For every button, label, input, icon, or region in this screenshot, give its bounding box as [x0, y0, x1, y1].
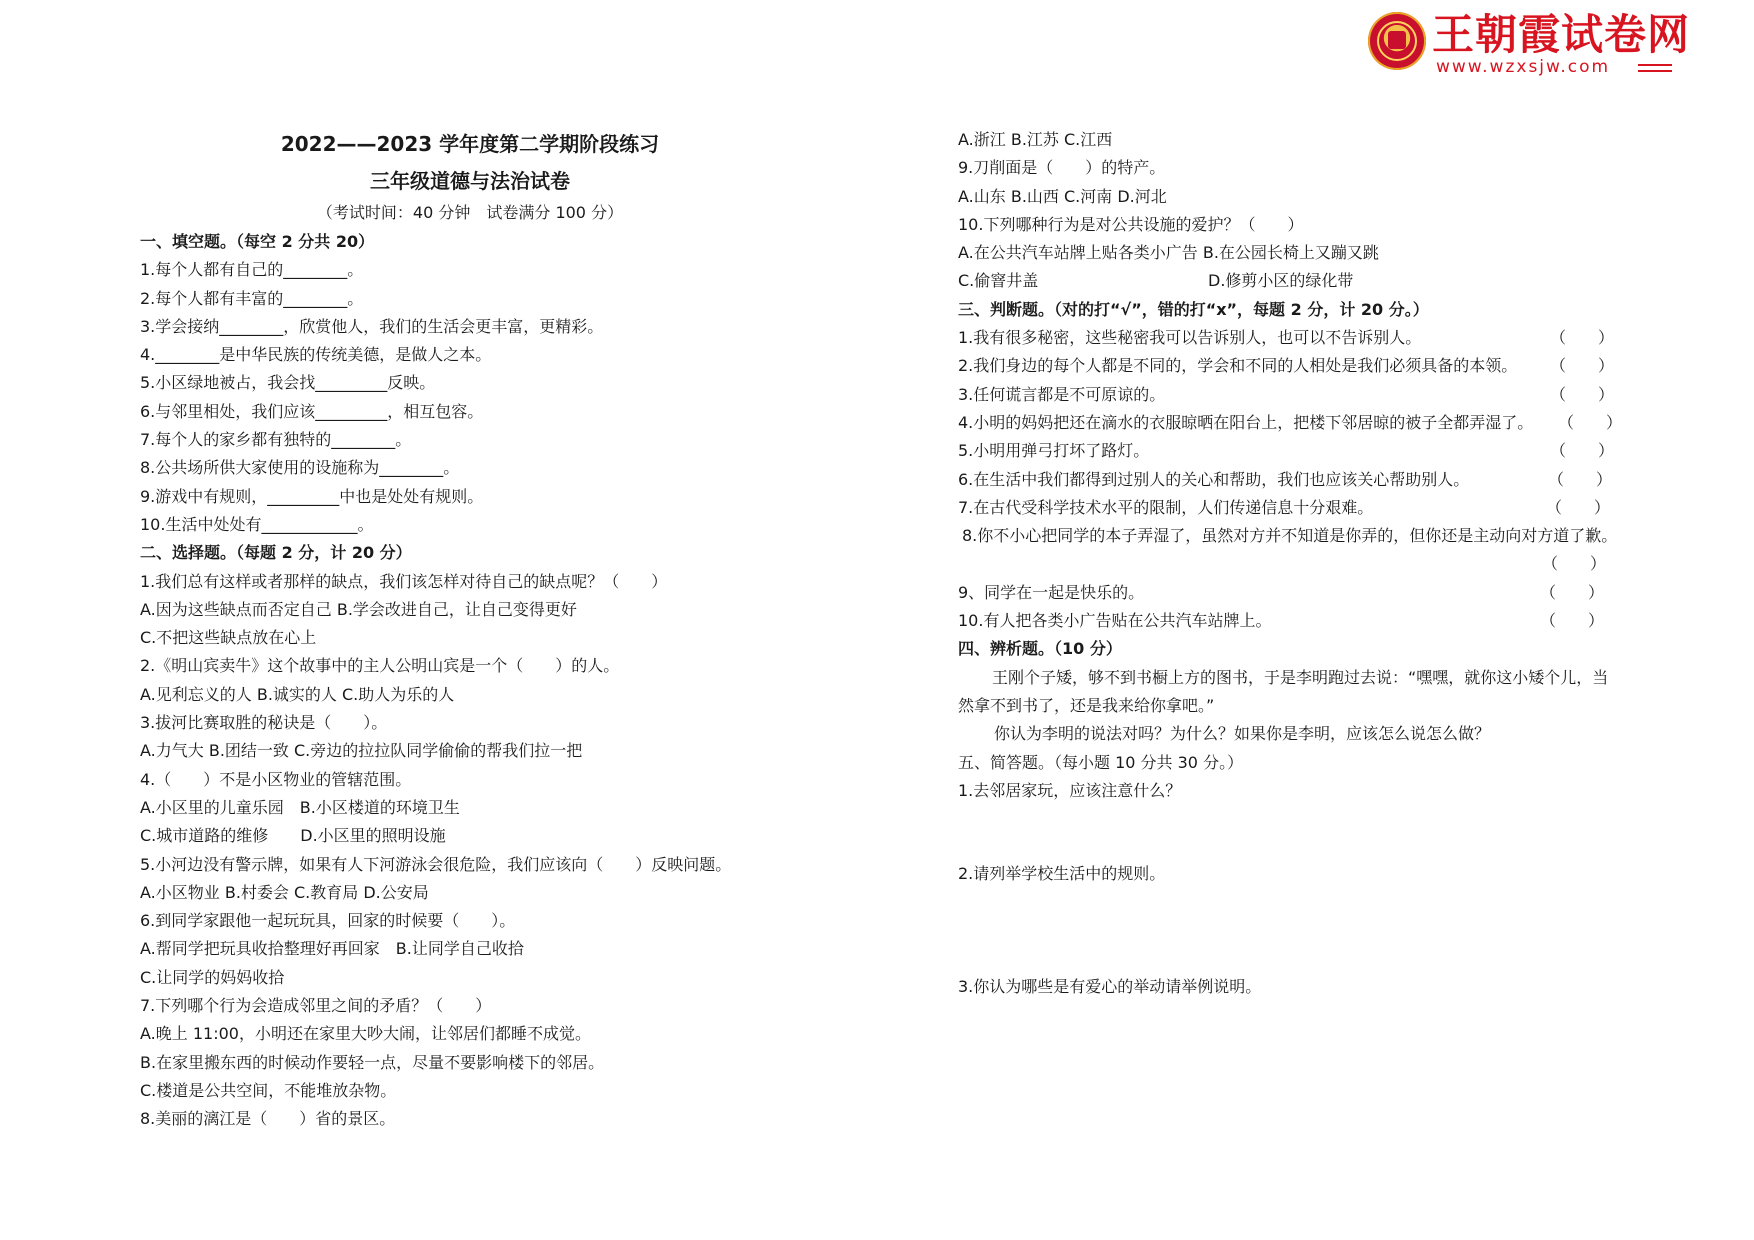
judge-item — [958, 466, 1658, 494]
choice-line: B.在家里搬东西的时候动作要轻一点，尽量不要影响楼下的邻居。 — [140, 1052, 605, 1072]
choice-line: C.让同学的妈妈收拾 — [140, 967, 285, 987]
judge-item — [958, 522, 1658, 550]
answer-paren: （ ） — [1540, 611, 1605, 631]
judge-text: 7.在古代受科学技术水平的限制，人们传递信息十分艰难。 — [958, 497, 1374, 517]
fill-blank-item: 4.________是中华民族的传统美德，是做人之本。 — [140, 345, 492, 365]
judge-text: 4.小明的妈妈把还在滴水的衣服晾晒在阳台上，把楼下邻居晾的被子全都弄湿了。 — [958, 412, 1534, 432]
answer-space — [958, 888, 1658, 973]
choice-line — [958, 267, 1658, 295]
fill-blank-item: 10.生活中处处有____________。 — [140, 514, 374, 534]
section-heading: 五、简答题。（每小题 10 分共 30 分。） — [958, 752, 1244, 772]
choice-line: A.在公共汽车站牌上贴各类小广告 B.在公园长椅上又蹦又跳 — [958, 243, 1379, 263]
logo-url: www.wzxsjw.com — [1436, 57, 1611, 77]
judge-item — [958, 437, 1658, 465]
section-heading: 三、判断题。（对的打“√”，错的打“x”，每题 2 分，计 20 分。） — [958, 299, 1429, 319]
analysis-text: 王刚个子矮，够不到书橱上方的图书，于是李明跑过去说：“嘿嘿，就你这小矮个儿，当 — [992, 667, 1609, 687]
exam-subtitle: 三年级道德与法治试卷 — [370, 169, 570, 193]
exam-info: （考试时间：40 分钟 试卷满分 100 分） — [316, 203, 624, 222]
choice-line: 6.到同学家跟他一起玩玩具，回家的时候要（ ）。 — [140, 911, 516, 931]
judge-item — [958, 607, 1658, 635]
fill-blank-item: 9.游戏中有规则，_________中也是处处有规则。 — [140, 486, 484, 506]
judge-text: 8.你不小心把同学的本子弄湿了，虽然对方并不知道是你弄的，但你还是主动向对方道了歉。 — [962, 526, 1618, 546]
right-column — [958, 126, 1658, 1002]
judge-item — [958, 324, 1658, 352]
section-heading: 四、辨析题。（10 分） — [958, 639, 1122, 659]
left-column — [140, 228, 780, 1134]
option-d: D.修剪小区的绿化带 — [1208, 271, 1354, 291]
answer-paren: （ ） — [1542, 554, 1607, 574]
answer-paren: （ ） — [1548, 469, 1613, 489]
judge-text: 2.我们身边的每个人都是不同的，学会和不同的人相处是我们必须具备的本领。 — [958, 356, 1518, 376]
judge-item — [958, 494, 1658, 522]
choice-line: A.山东 B.山西 C.河南 D.河北 — [958, 186, 1167, 206]
section-heading: 一、填空题。（每空 2 分共 20） — [140, 232, 375, 251]
judge-text: 6.在生活中我们都得到过别人的关心和帮助，我们也应该关心帮助别人。 — [958, 469, 1470, 489]
judge-text: 3.任何谎言都是不可原谅的。 — [958, 384, 1166, 404]
judge-text: 1.我有很多秘密，这些秘密我可以告诉别人，也可以不告诉别人。 — [958, 328, 1422, 348]
fill-blank-item: 8.公共场所供大家使用的设施称为________。 — [140, 458, 460, 478]
short-answer-question: 3.你认为哪些是有爱心的举动请举例说明。 — [958, 977, 1262, 997]
logo-name: 王朝霞试卷网 — [1432, 10, 1691, 59]
judge-item-paren — [958, 550, 1658, 578]
fill-blank-item: 7.每个人的家乡都有独特的________。 — [140, 430, 412, 450]
judge-item — [958, 579, 1658, 607]
section-heading: 二、选择题。（每题 2 分，计 20 分） — [140, 543, 412, 563]
answer-paren: （ ） — [1550, 441, 1615, 461]
answer-space — [958, 805, 1658, 860]
exam-title: 2022——2023 学年度第二学期阶段练习 — [280, 132, 660, 156]
fill-blank-item: 5.小区绿地被占，我会找_________反映。 — [140, 373, 436, 393]
choice-line: 4.（ ）不是小区物业的管辖范围。 — [140, 769, 412, 789]
choice-line: 2.《明山宾卖牛》这个故事中的主人公明山宾是一个（ ）的人。 — [140, 656, 620, 676]
choice-line: A.因为这些缺点而否定自己 B.学会改进自己，让自己变得更好 — [140, 599, 577, 619]
judge-item — [958, 409, 1658, 437]
short-answer-question: 2.请列举学校生活中的规则。 — [958, 864, 1166, 884]
choice-line: C.楼道是公共空间，不能堆放杂物。 — [140, 1080, 397, 1100]
choice-line: 1.我们总有这样或者那样的缺点，我们该怎样对待自己的缺点呢？（ ） — [140, 571, 668, 591]
judge-item — [958, 352, 1658, 380]
analysis-text: 然拿不到书了，还是我来给你拿吧。” — [958, 695, 1215, 715]
judge-item — [958, 381, 1658, 409]
judge-text: 10.有人把各类小广告贴在公共汽车站牌上。 — [958, 611, 1272, 631]
fill-blank-item: 1.每个人都有自己的________。 — [140, 260, 364, 280]
judge-text: 9、同学在一起是快乐的。 — [958, 582, 1145, 602]
answer-paren: （ ） — [1540, 582, 1605, 602]
choice-line: A.帮同学把玩具收拾整理好再回家 B.让同学自己收拾 — [140, 939, 524, 959]
choice-line: A.力气大 B.团结一致 C.旁边的拉拉队同学偷偷的帮我们拉一把 — [140, 741, 583, 761]
decorative-lines — [1638, 64, 1672, 72]
answer-paren: （ ） — [1546, 497, 1611, 517]
judge-text: 5.小明用弹弓打坏了路灯。 — [958, 441, 1150, 461]
choice-line: 8.美丽的漓江是（ ）省的景区。 — [140, 1109, 396, 1129]
fill-blank-item: 2.每个人都有丰富的________。 — [140, 288, 364, 308]
choice-line: A.浙江 B.江苏 C.江西 — [958, 130, 1113, 149]
choice-line: 9.刀削面是（ ）的特产。 — [958, 158, 1166, 178]
choice-line: 5.小河边没有警示牌，如果有人下河游泳会很危险，我们应该向（ ）反映问题。 — [140, 854, 732, 874]
fill-blank-item: 6.与邻里相处，我们应该_________，相互包容。 — [140, 401, 484, 421]
answer-paren: （ ） — [1550, 328, 1615, 348]
choice-line: C.不把这些缺点放在心上 — [140, 628, 317, 648]
answer-paren: （ ） — [1550, 384, 1615, 404]
answer-paren: （ ） — [1558, 412, 1623, 432]
choice-line: A.见利忘义的人 B.诚实的人 C.助人为乐的人 — [140, 684, 455, 704]
answer-paren: （ ） — [1550, 356, 1615, 376]
choice-line: C.城市道路的维修 D.小区里的照明设施 — [140, 826, 446, 846]
fill-blank-item: 3.学会接纳________，欣赏他人，我们的生活会更丰富，更精彩。 — [140, 316, 604, 336]
analysis-question: 你认为李明的说法对吗？为什么？如果你是李明，应该怎么说怎么做？ — [994, 724, 1491, 744]
short-answer-question: 1.去邻居家玩，应该注意什么？ — [958, 780, 1182, 800]
choice-line: A.小区里的儿童乐园 B.小区楼道的环境卫生 — [140, 797, 460, 817]
choice-line: A.小区物业 B.村委会 C.教育局 D.公安局 — [140, 882, 429, 902]
option-c: C.偷窨井盖 — [958, 271, 1039, 291]
seal-icon — [1368, 12, 1426, 70]
site-logo[interactable] — [1368, 10, 1691, 77]
choice-line: A.晚上 11:00，小明还在家里大吵大闹，让邻居们都睡不成觉。 — [140, 1024, 591, 1044]
choice-line: 10.下列哪种行为是对公共设施的爱护？（ ） — [958, 214, 1304, 234]
choice-line: 7.下列哪个行为会造成邻里之间的矛盾？（ ） — [140, 996, 492, 1016]
choice-line: 3.拔河比赛取胜的秘诀是（ ）。 — [140, 713, 388, 733]
